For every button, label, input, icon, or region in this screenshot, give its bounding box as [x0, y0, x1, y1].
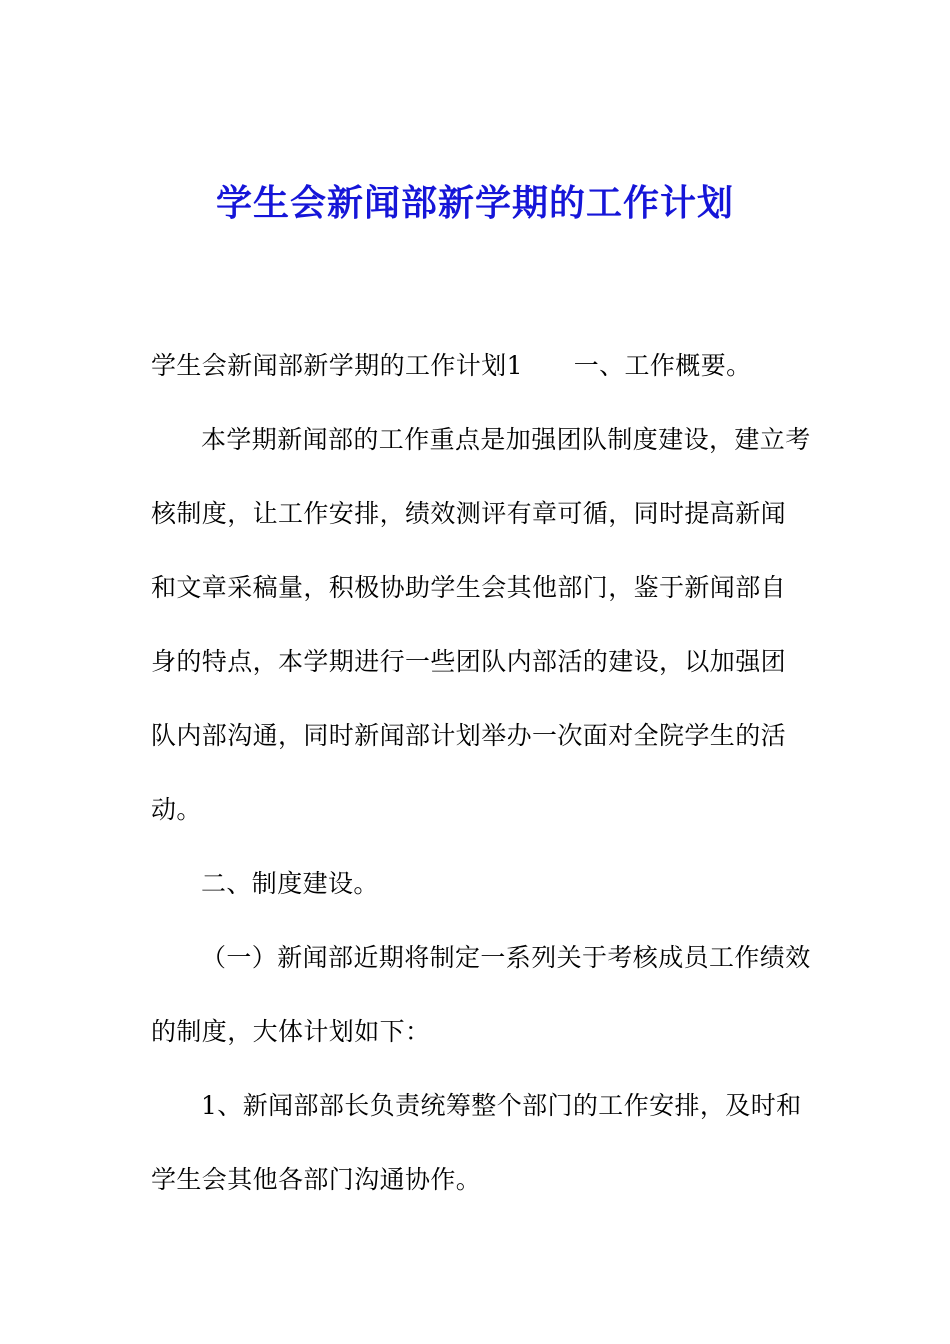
document-body: [151, 329, 811, 1217]
paragraph-overview: 本学期新闻部的工作重点是加强团队制度建设，建立考核制度，让工作安排，绩效测评有章可循，同时提高新闻和文章采稿量，积极协助学生会其他部门，鉴于新闻部自身的特点，本学期进行一些团队内部活的建设，以加强团队内部沟通，同时新闻部计划举办一次面对全院学生的活动。: [151, 425, 811, 824]
paragraph-intro: 学生会新闻部新学期的工作计划1 一、工作概要。: [151, 351, 752, 380]
paragraph-section-heading: 二、制度建设。: [201, 869, 379, 898]
paragraph-subsection: （一）新闻部近期将制定一系列关于考核成员工作绩效的制度，大体计划如下：: [151, 943, 811, 1046]
paragraph-item-1: 1、新闻部部长负责统筹整个部门的工作安排，及时和学生会其他各部门沟通协作。: [151, 1091, 802, 1194]
document-title: 学生会新闻部新学期的工作计划: [215, 182, 734, 224]
